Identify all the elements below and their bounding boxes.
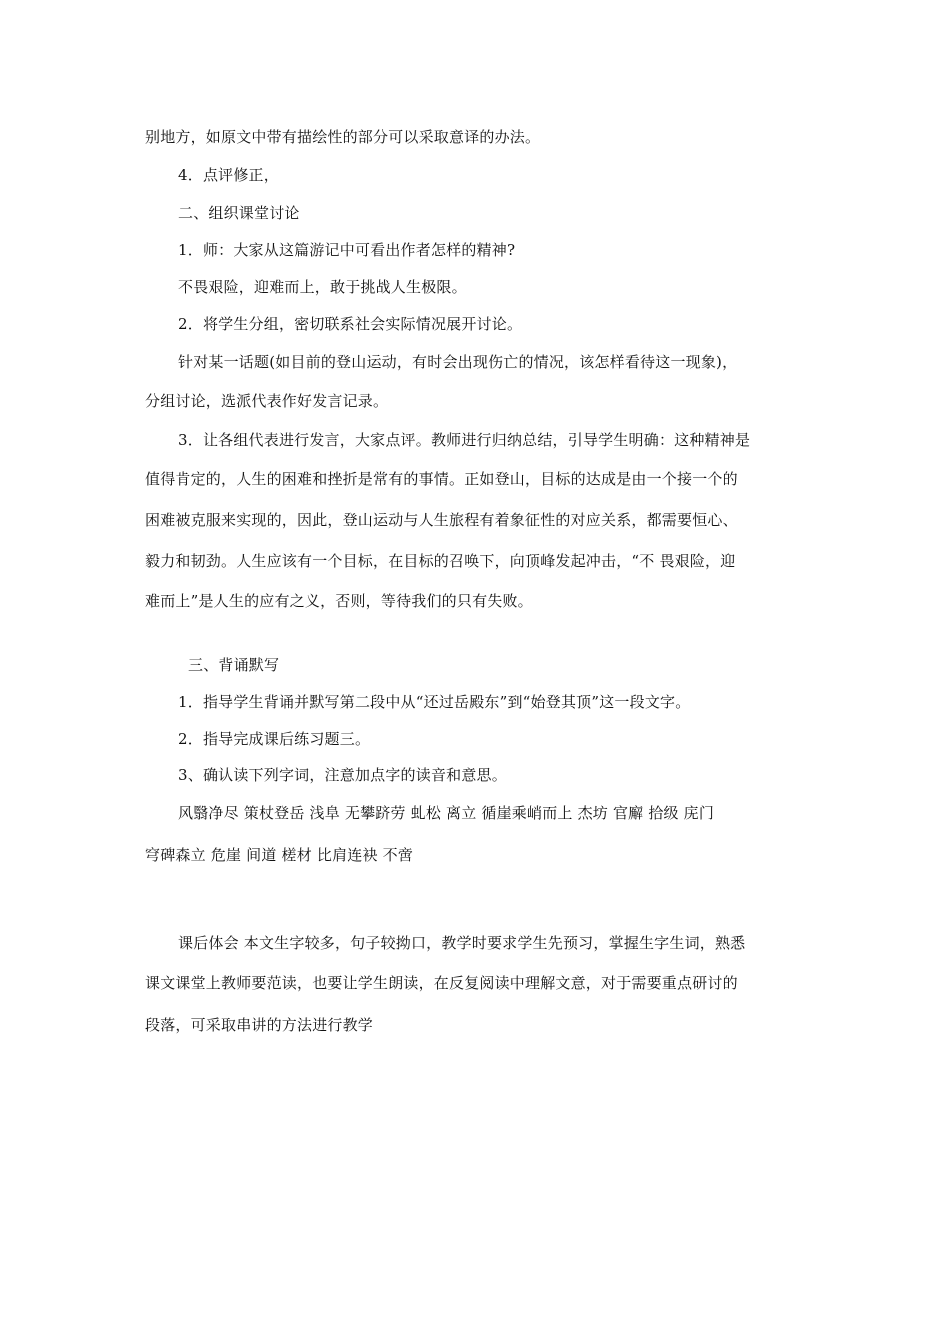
vocabulary-line-2: 穹碑森立 危崖 间道 槎材 比肩连袂 不啻 [145,846,414,864]
text-line-12: 毅力和韧劲。人生应该有一个目标，在目标的召唤下，向顶峰发起冲击，“不 畏艰险，迎 [145,552,736,570]
section-heading-2: 二、组织课堂讨论 [178,204,300,222]
text-line-6: 2．将学生分组，密切联系社会实际情况展开讨论。 [178,315,523,333]
text-line-13: 难而上”是人生的应有之义，否则，等待我们的只有失败。 [145,592,533,610]
text-line-11: 困难被克服来实现的，因此，登山运动与人生旅程有着象征性的对应关系，都需要恒心、 [145,511,738,529]
reflection-line-1: 课后体会 本文生字较多，句子较拗口，教学时要求学生先预习，掌握生字生词，熟悉 [178,934,746,952]
text-line-2: 4．点评修正， [178,166,279,184]
reflection-line-2: 课文课堂上教师要范读，也要让学生朗读，在反复阅读中理解文意，对于需要重点研讨的 [145,974,738,992]
vocabulary-line-1: 风翳净尽 策杖登岳 浅阜 无攀跻劳 虬松 离立 循崖乘峭而上 杰坊 官廨 拾级 庑门 [178,804,715,822]
text-line-15: 1．指导学生背诵并默写第二段中从“还过岳殿东”到“始登其顶”这一段文字。 [178,693,691,711]
reflection-line-3: 段落，可采取串讲的方法进行教学 [145,1016,374,1034]
text-line-7: 针对某一话题(如目前的登山运动，有时会出现伤亡的情况，该怎样看待这一现象)， [178,353,738,371]
text-line-4: 1．师：大家从这篇游记中可看出作者怎样的精神? [178,241,516,259]
text-line-9: 3．让各组代表进行发言，大家点评。教师进行归纳总结，引导学生明确：这种精神是 [178,431,751,449]
text-line-5: 不畏艰险，迎难而上，敢于挑战人生极限。 [178,278,467,296]
text-line-16: 2．指导完成课后练习题三。 [178,730,371,748]
text-line-17: 3、确认读下列字词，注意加点字的读音和意思。 [178,766,507,784]
text-line-8: 分组讨论，选派代表作好发言记录。 [145,392,389,410]
section-heading-3: 三、背诵默写 [188,656,280,674]
text-line-1: 别地方，如原文中带有描绘性的部分可以采取意译的办法。 [145,128,541,146]
text-line-10: 值得肯定的，人生的困难和挫折是常有的事情。正如登山，目标的达成是由一个接一个的 [145,470,738,488]
